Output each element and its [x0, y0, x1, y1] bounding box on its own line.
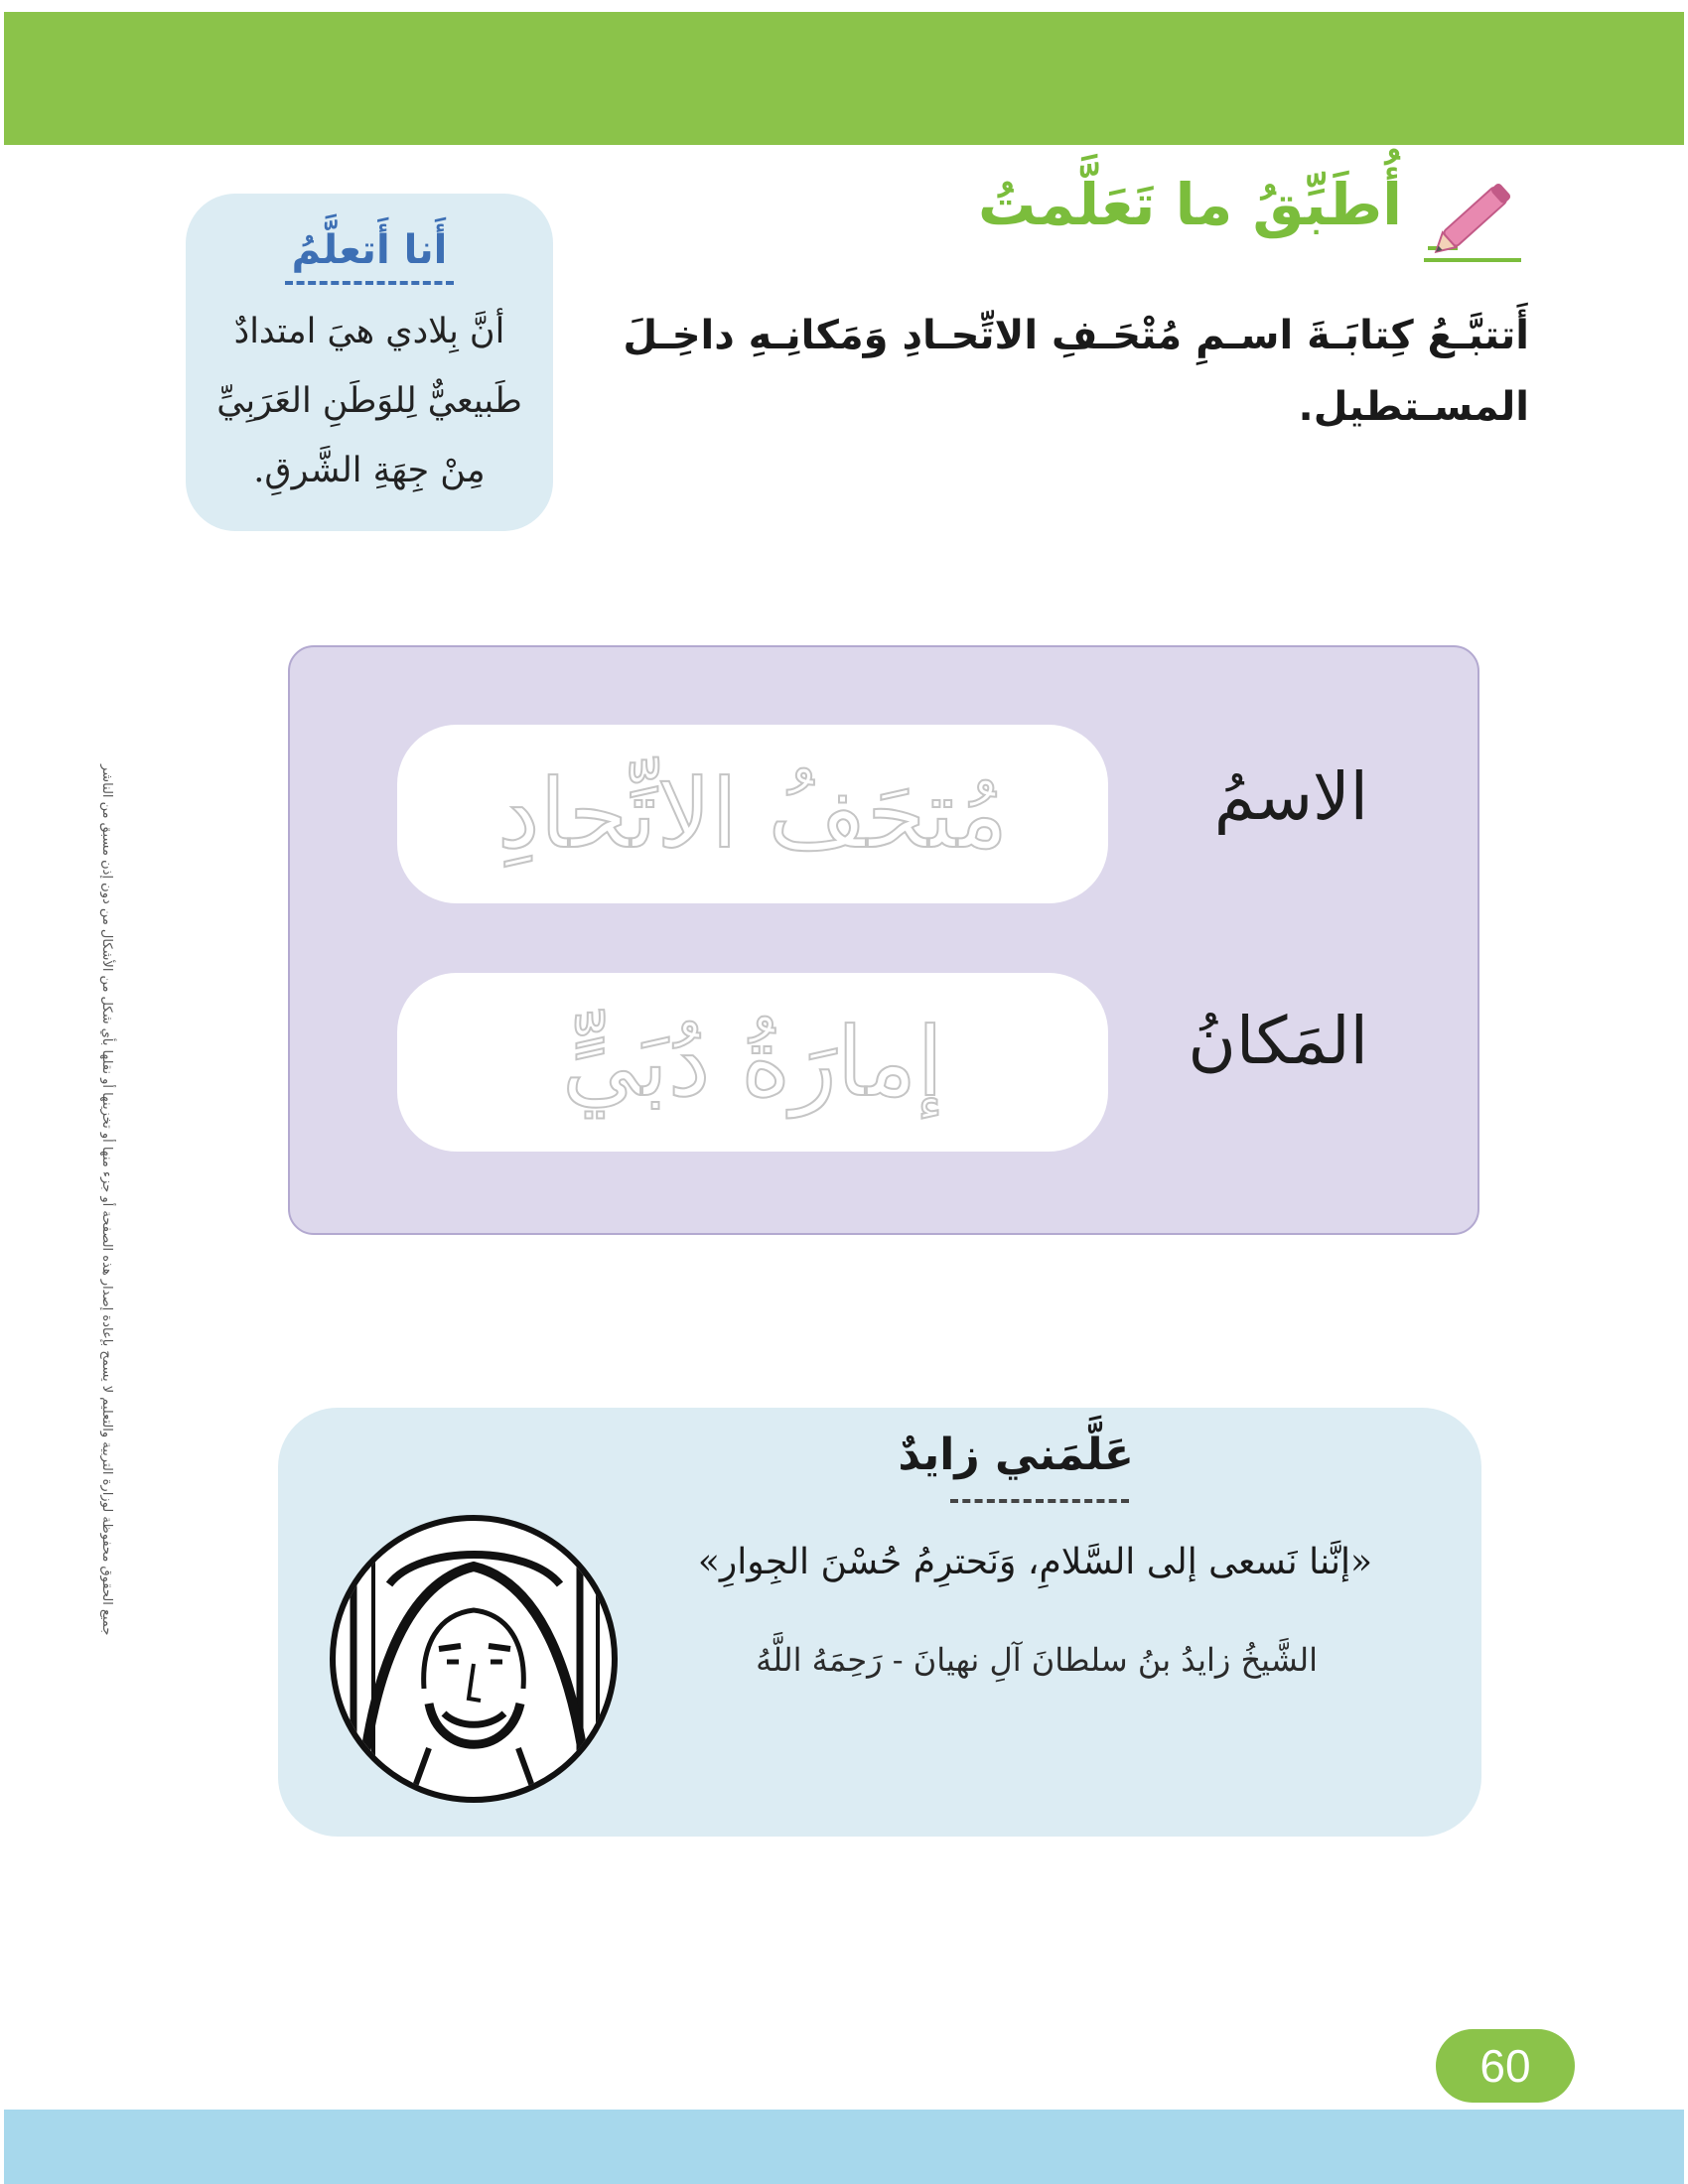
pencil-icon [1418, 165, 1529, 274]
place-label: المَكانُ [1188, 1003, 1368, 1079]
place-trace-field[interactable] [397, 973, 1108, 1152]
name-trace-text: مُتحَفُ الاتِّحادِ [496, 758, 1009, 870]
name-trace-field[interactable] [397, 725, 1108, 903]
copyright-text: جميع الحقوق محفوظة لوزارة التربية والتعليم لا يسمح بإعادة إصدار هذه الصفحة أو جزء منها أو تخزينها أو نقلها بأي شكل من الأشكال من دون إذن مسبق من الناشر [99, 764, 114, 1636]
bottom-footer-bar [4, 2110, 1684, 2184]
title-dashed-underline [950, 1499, 1129, 1503]
section-title: أُطَبِّقُ ما تَعَلَّمتُ [977, 171, 1402, 238]
zayed-box-title: عَلَّمَني زايدٌ [898, 1430, 1134, 1480]
section-header [973, 159, 1529, 273]
i-learn-box [186, 194, 553, 531]
place-trace-text: إمارَةُ دُبَيٍّ [562, 1007, 943, 1118]
title-dashed-underline [285, 281, 454, 285]
tracing-panel [288, 645, 1479, 1235]
portrait-sketch [330, 1515, 618, 1803]
top-header-bar [4, 12, 1684, 145]
zayed-quote: «إنَّنا نَسعى إلى السَّلامِ، وَنَحترِمُ حُسْنَ الجِوارِ» [697, 1542, 1372, 1582]
i-learn-title: أَنا أَتعلَّمُ [291, 227, 448, 273]
i-learn-text: أنَّ بِلادي هيَ امتدادٌ طَبيعيٌّ لِلوَطَنِ العَرَبِيِّ مِنْ جِهَةِ الشَّرقِ. [216, 312, 522, 490]
page-number-badge: 60 [1436, 2029, 1575, 2103]
instruction-text: أَتتبَّـعُ كِتابَـةَ اسـمِ مُتْحَـفِ الاتِّحـادِ وَمَكانِـهِ داخِـلَ المسـتطيل. [623, 313, 1529, 430]
name-label: الاسمُ [1213, 758, 1368, 835]
quote-source: الشَّيخُ زايدُ بنُ سلطانَ آلِ نهيانَ - رَحِمَهُ اللَّهُ [756, 1641, 1318, 1679]
zayed-taught-me-box [278, 1408, 1481, 1837]
